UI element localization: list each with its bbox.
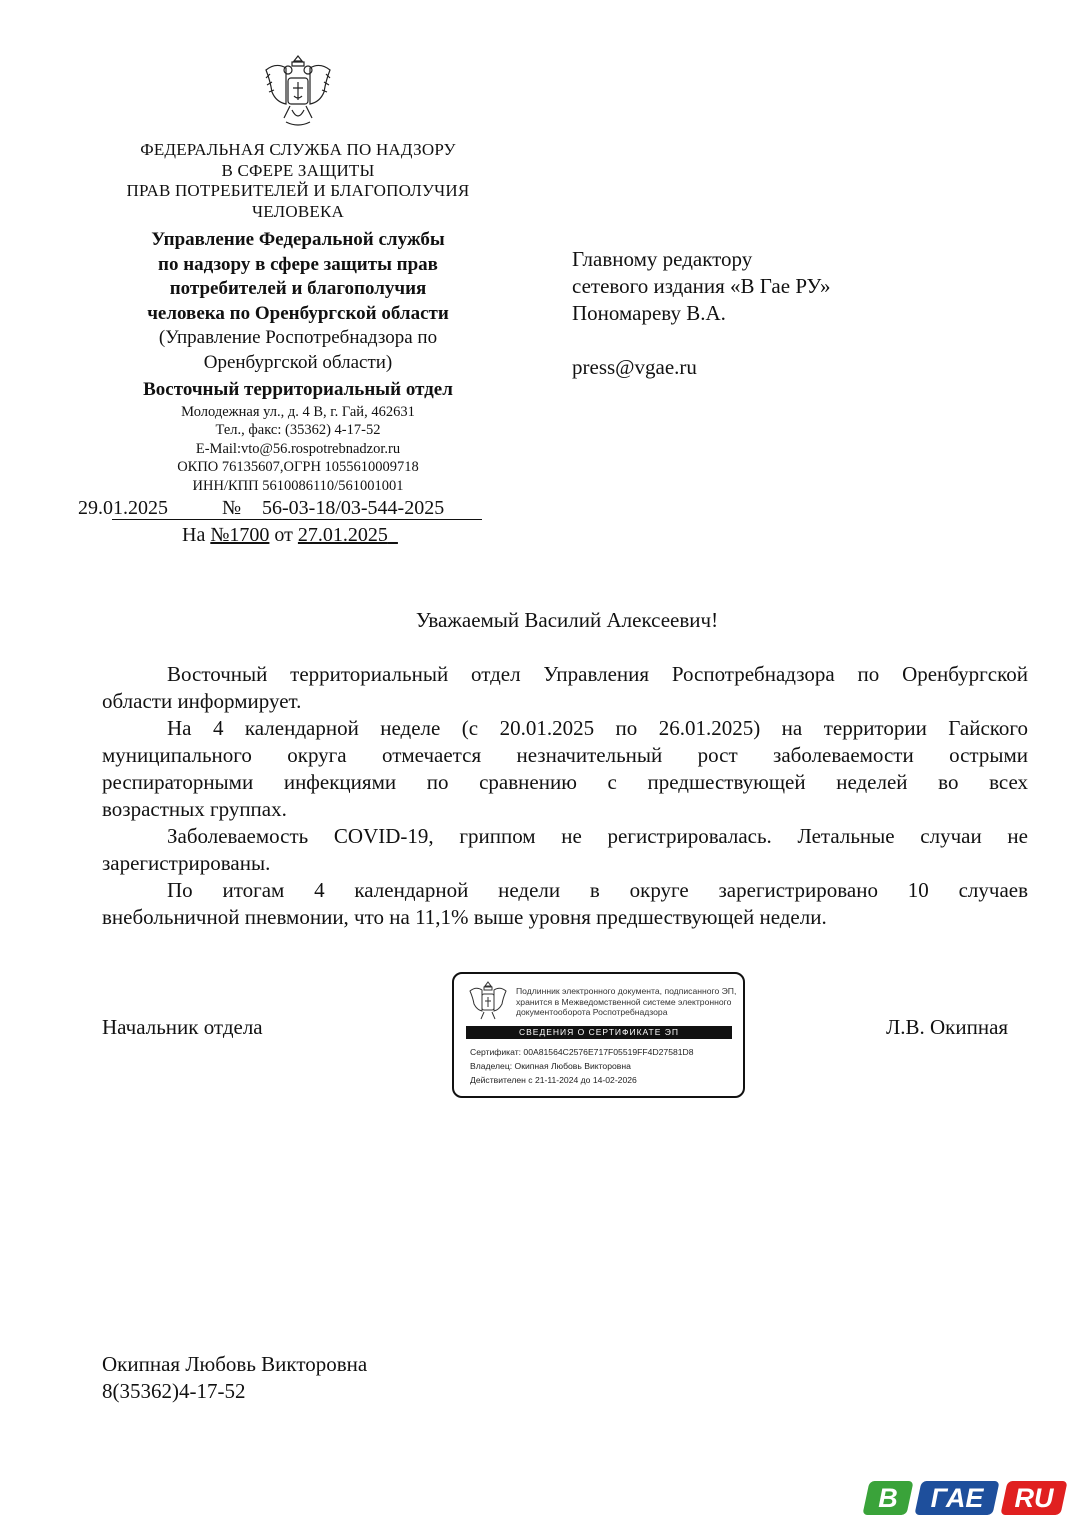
coat-of-arms-emblem [262,52,334,132]
department-short-line: (Управление Роспотребнадзора по [158,327,438,348]
electronic-signature-stamp [452,972,745,1098]
document-number: 56-03-18/03-544-2025 [262,497,445,519]
agency-line: ФЕДЕРАЛЬНАЯ СЛУЖБА ПО НАДЗОРУ [140,140,456,159]
recipient-line: Главному редактору [572,247,753,271]
logo-letter: В [878,1483,898,1513]
recipient-email: press@vgae.ru [572,355,697,379]
department-block [98,228,498,495]
paragraph-line: зарегистрированы. [102,851,271,875]
signatory-position: Начальник отдела [102,1015,263,1039]
date-number-underline [112,519,482,520]
recipient-line: Пономареву В.А. [572,301,726,325]
executor-block [102,1351,367,1405]
division-name: Восточный территориальный отдел [143,379,453,400]
paragraph-line: муниципального округа отмечается незначительный рост заболеваемости острыми [102,743,1028,767]
reference-from: от [274,524,293,546]
contact-address: Молодежная ул., д. 4 В, г. Гай, 462631 [181,403,415,420]
document-date-number [78,496,488,520]
department-name-line: Управление Федеральной службы [151,229,445,250]
department-name-line: человека по Оренбургской области [147,302,449,324]
paragraph-line: области информирует. [102,689,302,713]
contact-email: E-Mail:vto@56.rospotrebnadzor.ru [195,440,401,457]
stamp-emblem-icon [468,980,508,1022]
recipient-line: сетевого издания «В Гае РУ» [572,274,831,298]
contact-phone: Тел., факс: (35362) 4-17-52 [215,422,381,439]
logo-letter: ГАЕ [930,1483,984,1513]
letter-body [102,661,1028,931]
stamp-owner: Владелец: Окипная Любовь Викторовна [470,1061,631,1071]
signatory-name: Л.В. Окипная [886,1015,1009,1039]
paragraph-line: внебольничной пневмонии, что на 11,1% выше уровня предшествующей недели. [102,905,827,929]
stamp-header-line: документооборота Роспотребнадзора [516,1007,668,1018]
stamp-validity: Действителен с 21-11-2024 до 14-02-2026 [470,1075,637,1085]
document-date: 29.01.2025 [78,497,168,519]
recipient-block [572,246,831,381]
contact-okpo: ОКПО 76135607,ОГРН 1055610009718 [177,459,419,476]
number-sign: № [222,497,242,519]
paragraph-line: респираторными инфекциями по сравнению с предшествующей неделей во всех [102,770,1028,794]
paragraph-line: По итогам 4 календарной недели в округе зарегистрировано 10 случаев [167,878,1028,902]
agency-line: В СФЕРЕ ЗАЩИТЫ [221,160,375,180]
stamp-header-line: хранится в Межведомственной системе электронного [516,996,732,1007]
logo-part-b [862,1481,913,1515]
stamp-certificate: Сертификат: 00A81564C2576E717F05519FF4D27581D8 [470,1047,694,1057]
agency-header [88,140,508,222]
executor-phone: 8(35362)4-17-52 [102,1379,246,1403]
agency-line: ПРАВ ПОТРЕБИТЕЛЕЙ И БЛАГОПОЛУЧИЯ [126,181,470,200]
logo-part-gae [914,1481,999,1515]
paragraph-line: На 4 календарной неделе (с 20.01.2025 по 26.01.2025) на территории Гайского [167,716,1028,740]
paragraph-line: возрастных группах. [102,797,287,821]
agency-line: ЧЕЛОВЕКА [252,201,344,221]
salutation: Уважаемый Василий Алексеевич! [415,608,719,632]
reference-prefix: На [182,524,206,546]
logo-part-ru [1000,1481,1067,1515]
paragraph-line: Восточный территориальный отдел Управления Роспотребнадзора по Оренбургской [167,662,1028,686]
executor-name: Окипная Любовь Викторовна [102,1352,368,1376]
paragraph-line: Заболеваемость COVID-19, гриппом не регистрировалась. Летальные случаи не [167,824,1028,848]
department-short-line: Оренбургской области) [203,351,393,373]
reference-number: №1700 [210,524,270,546]
stamp-header-line: Подлинник электронного документа, подписанного ЭП, [516,986,737,996]
reference-date: 27.01.2025 [297,524,388,546]
department-name-line: потребителей и благополучия [169,278,427,299]
reference-line [182,523,398,547]
contact-inn: ИНН/КПП 5610086110/561001001 [192,477,404,494]
department-name-line: по надзору в сфере защиты прав [158,253,438,275]
stamp-header-text [516,986,738,1018]
stamp-certificate-bar: СВЕДЕНИЯ О СЕРТИФИКАТЕ ЭП [466,1026,732,1039]
logo-letter: RU [1014,1483,1054,1513]
